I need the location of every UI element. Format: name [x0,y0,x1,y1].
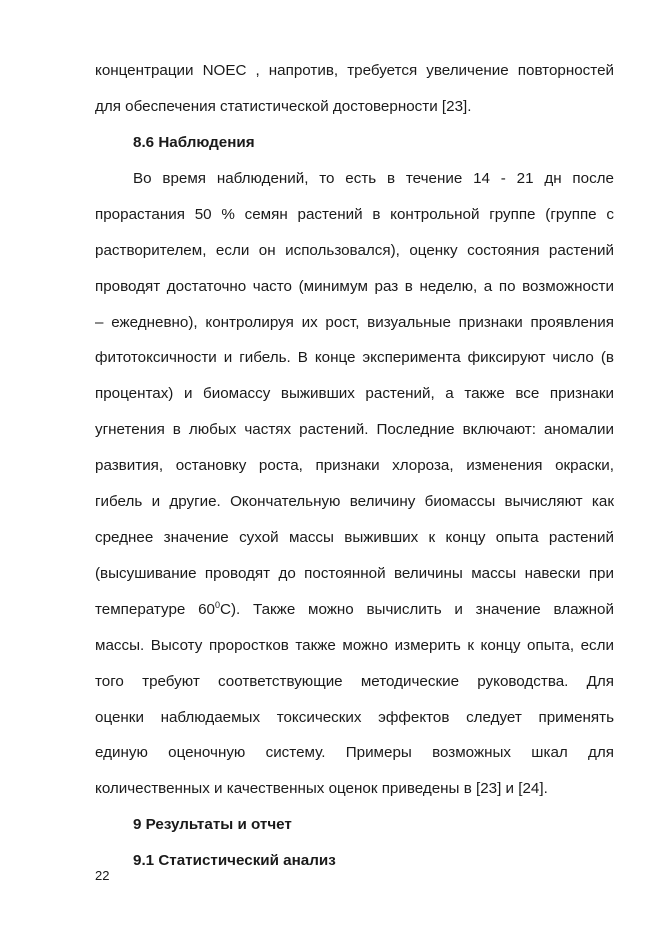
paragraph-line: массы. Высоту проростков также можно измерить к концу опыта, если [95,637,614,654]
paragraph-line: процентах) и биомассу выживших растений, а также все признаки [95,385,614,402]
paragraph-line: развития, остановку роста, признаки хлороза, изменения окраски, [95,457,614,474]
paragraph-line: проводят достаточно часто (минимум раз в неделю, а по возможности [95,278,614,295]
paragraph-line-temperature [95,600,614,620]
temperature-tail-text: С). Также можно вычислить и значение влажной [220,601,614,618]
page-number: 22 [95,868,110,883]
paragraph-line: Во время наблюдений, то есть в течение 14 - 21 дн после [133,170,614,187]
paragraph-line: фитотоксичности и гибель. В конце эксперимента фиксируют число (в [95,349,614,366]
paragraph-line: среднее значение сухой массы выживших к концу опыта растений [95,529,614,546]
section-heading-9-1: 9.1 Статистический анализ [133,852,336,869]
paragraph-line: того требуют соответствующие методические руководства. Для [95,673,614,690]
section-heading-8-6: 8.6 Наблюдения [133,134,255,151]
temperature-text: температуре 60 [95,601,215,618]
degree-superscript: 0 [214,599,220,610]
paragraph-line: угнетения в любых частях растений. Последние включают: аномалии [95,421,614,438]
paragraph-line: концентрации NOEC , напротив, требуется увеличение повторностей [95,62,614,79]
paragraph-line: – ежедневно), контролируя их рост, визуальные признаки проявления [95,314,614,331]
paragraph-line: (высушивание проводят до постоянной величины массы навески при [95,565,614,582]
paragraph-line: прорастания 50 % семян растений в контрольной группе (группе с [95,206,614,223]
paragraph-line: для обеспечения статистической достоверности [23]. [95,98,472,115]
paragraph-line: растворителем, если он использовался), оценку состояния растений [95,242,614,259]
paragraph-line: гибель и другие. Окончательную величину биомассы вычисляют как [95,493,614,510]
section-heading-9: 9 Результаты и отчет [133,816,292,833]
paragraph-line: оценки наблюдаемых токсических эффектов следует применять [95,709,614,726]
paragraph-line: единую оценочную систему. Примеры возможных шкал для [95,744,614,761]
paragraph-line: количественных и качественных оценок приведены в [23] и [24]. [95,780,548,797]
